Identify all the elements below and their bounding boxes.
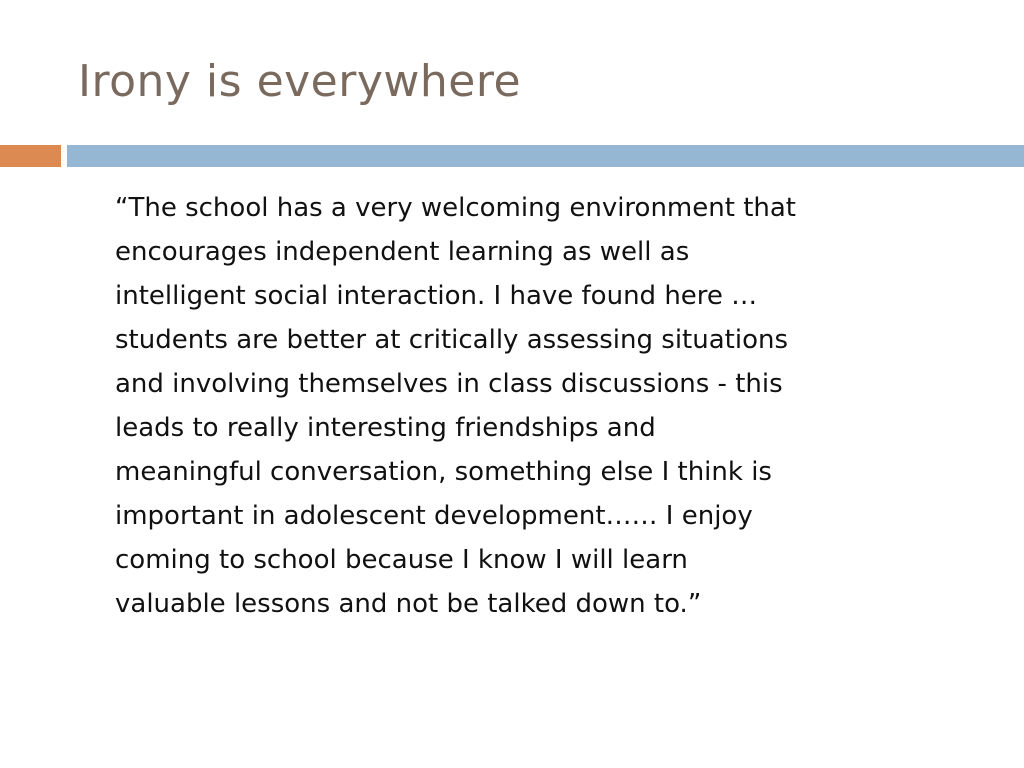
slide-title: Irony is everywhere xyxy=(78,56,522,107)
divider-blue-segment xyxy=(67,145,1024,167)
title-divider-bar xyxy=(0,145,1024,167)
quote-paragraph: “The school has a very welcoming environment that encourages independent learning as well as intelligent social interaction. I have found here … students are better at critically assessing situations and involving themselves in class discussions - this leads to really interesting friendships and meaningful conversation, something else I think is important in adolescent development…… I enjoy coming to school because I know I will learn valuable lessons and not be talked down to.” xyxy=(115,193,796,619)
divider-orange-segment xyxy=(0,145,61,167)
